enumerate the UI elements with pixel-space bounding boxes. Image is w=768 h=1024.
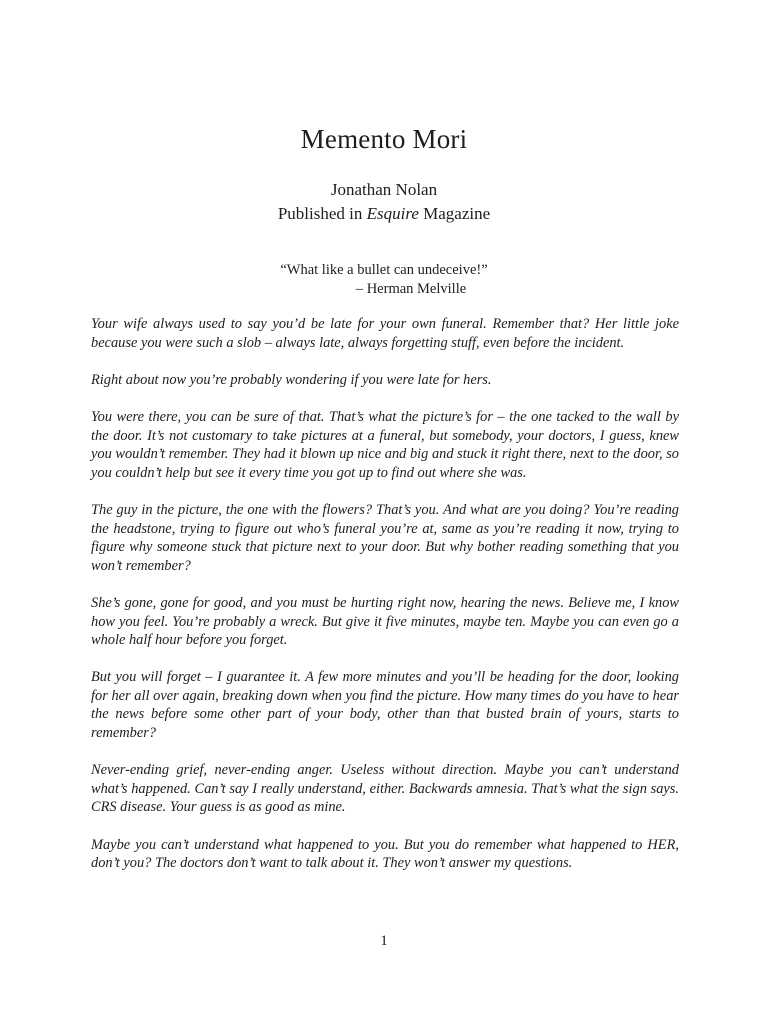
epigraph-attribution: – Herman Melville (355, 281, 467, 297)
epigraph (0, 261, 768, 299)
paragraph: Maybe you can’t understand what happened to you. But you do remember what happened to HER, don’t you? The doctors don’t want to talk about it. They won’t answer my questions. (91, 836, 679, 872)
page-number: 1 (380, 933, 388, 949)
paragraph: Your wife always used to say you’d be late for your own funeral. Remember that? Her little joke because you were such a slob – always late, always forgetting stuff, even before the incident. (91, 316, 679, 351)
paragraph: Never-ending grief, never-ending anger. Useless without direction. Maybe you can’t understand what’s happened. Can’t say I really understand, either. Backwards amnesia. That’s what the sign says. CRS disease. Your guess is as good as mine. (91, 762, 679, 816)
publication-suffix: Magazine (418, 204, 491, 223)
publication-prefix: Published in (277, 204, 367, 223)
paragraph: She’s gone, gone for good, and you must be hurting right now, hearing the news. Believe me, I know how you feel. You’re probably a wreck. But give it five minutes, maybe ten. Maybe you can even go a whole half hour before you forget. (91, 594, 679, 649)
body-text (91, 315, 679, 891)
publication-name: Esquire (366, 204, 419, 223)
publication-line (0, 202, 768, 226)
document-title: Memento Mori (300, 124, 468, 154)
paragraph: But you will forget – I guarantee it. A few more minutes and you’ll be heading for the door, looking for her all over again, breaking down when you find the picture. How many times do you have to hear the news before some other part of your body, other than that busted brain of yours, starts to remember? (91, 669, 679, 742)
paragraph: The guy in the picture, the one with the flowers? That’s you. And what are you doing? You’re reading the headstone, trying to figure out who’s funeral you’re at, same as you’re reading it now, trying to figure why someone stuck that picture next to your door. But why bother reading something that you won’t remember? (91, 501, 679, 574)
author-name: Jonathan Nolan (330, 180, 438, 199)
byline (0, 178, 768, 226)
paragraph: You were there, you can be sure of that. That’s what the picture’s for – the one tacked to the wall by the door. It’s not customary to take pictures at a funeral, but somebody, your doctors, I guess, knew you wouldn’t remember. They had it blown up nice and big and stuck it right there, next to the door, so you couldn’t help but see it every time you got up to find out where she was. (91, 408, 679, 481)
paragraph: Right about now you’re probably wondering if you were late for hers. (91, 371, 492, 388)
epigraph-quote: “What like a bullet can undeceive!” (280, 262, 488, 278)
